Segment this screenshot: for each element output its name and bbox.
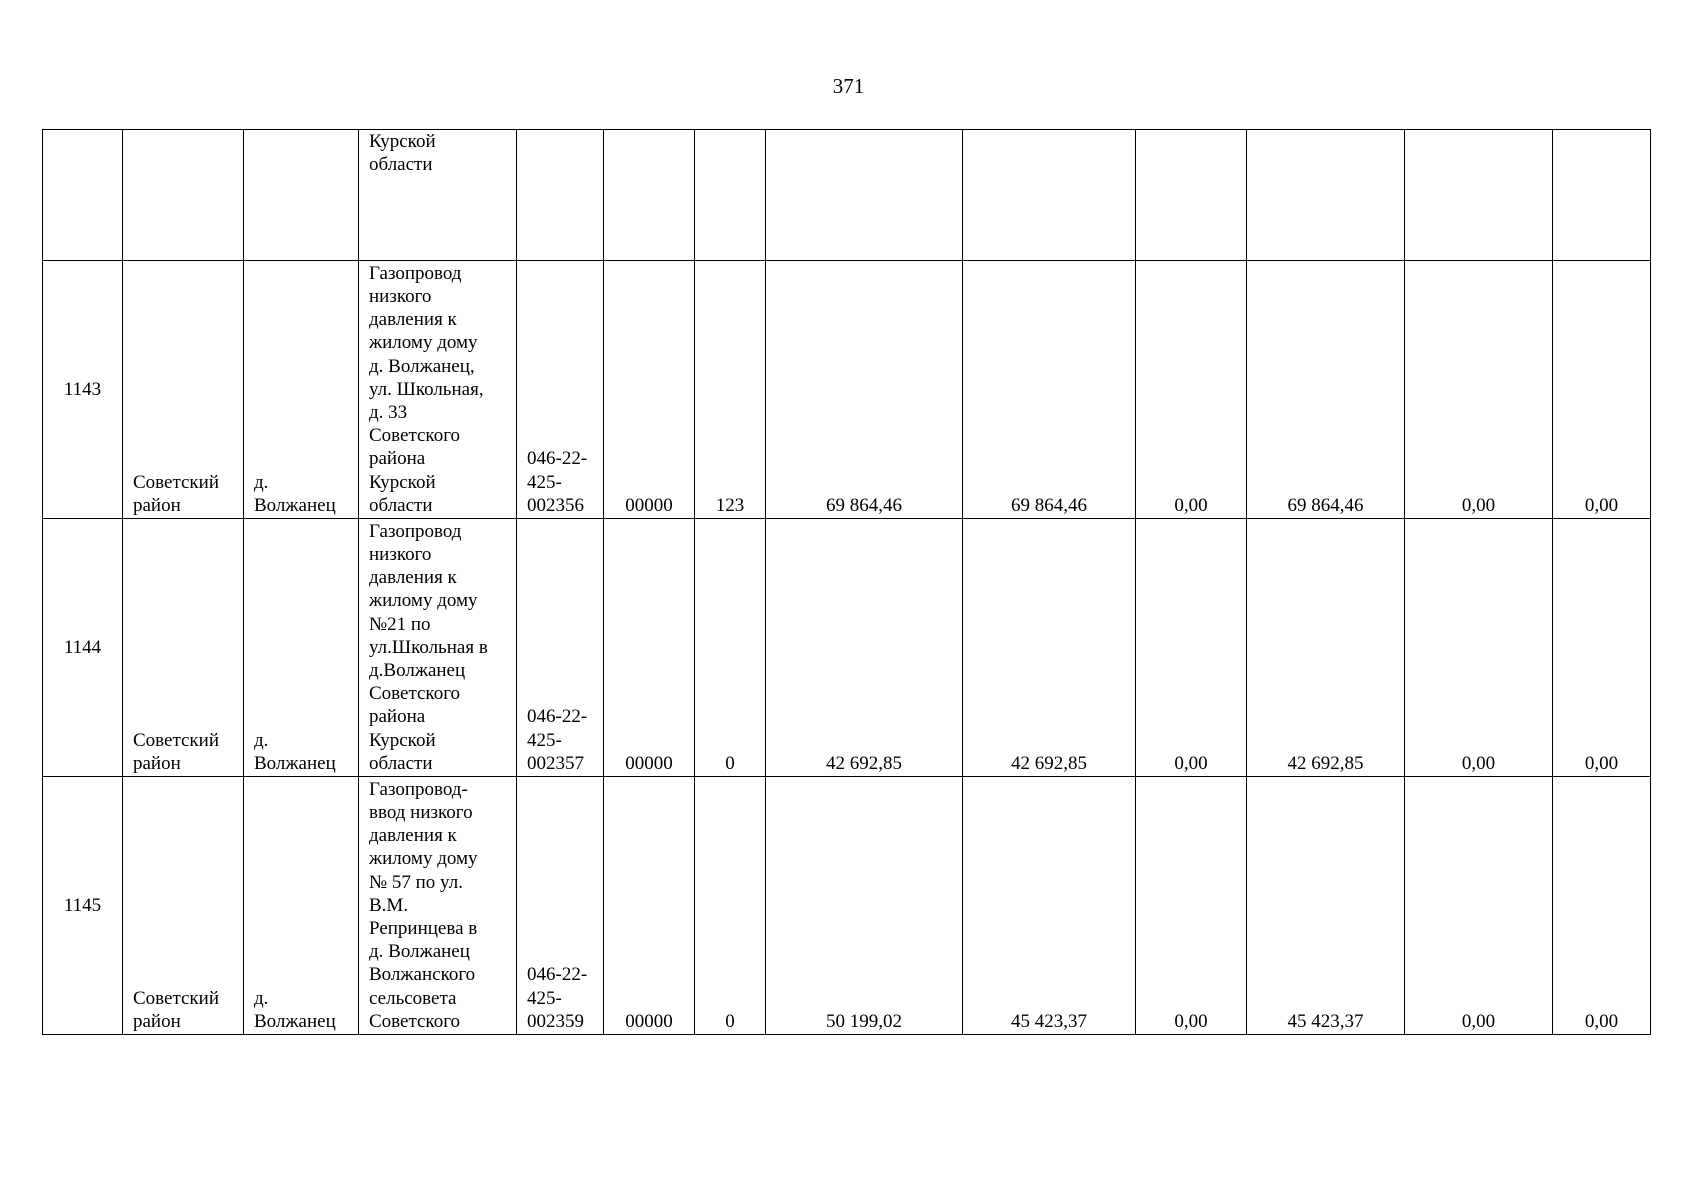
cell-text-line: Советский bbox=[133, 729, 220, 751]
cell-text-line: Газопровод bbox=[369, 520, 462, 542]
cell-text-line: № 57 по ул. bbox=[369, 871, 463, 893]
object-name-cell bbox=[359, 130, 517, 261]
cell-text-line: д. bbox=[254, 471, 269, 493]
table-row bbox=[43, 777, 1651, 1035]
cell-text-line: Советский bbox=[133, 471, 220, 493]
cell-text-line: низкого bbox=[369, 285, 432, 307]
cell-text-line: 046-22- bbox=[527, 706, 588, 728]
cell-text-line: жилому дому bbox=[369, 332, 478, 354]
col6-cell: 00000 bbox=[604, 261, 695, 519]
row-number-cell: 1144 bbox=[43, 519, 123, 777]
cell-text-line: сельсовета bbox=[369, 987, 457, 1009]
object-name-cell bbox=[359, 519, 517, 777]
cell-text-line: Советского bbox=[369, 683, 461, 705]
cell-text-line: Волжанец bbox=[254, 1010, 336, 1032]
cell-text-line: №21 по bbox=[369, 613, 431, 635]
cell-text-line: Курской bbox=[369, 131, 436, 152]
col13-cell bbox=[1553, 130, 1651, 261]
cell-text-line: Курской bbox=[369, 729, 436, 751]
col11-cell: 42 692,85 bbox=[1247, 519, 1405, 777]
locality-cell bbox=[244, 130, 359, 261]
cell-text-line: д. Волжанец bbox=[369, 941, 470, 963]
col10-cell bbox=[1136, 130, 1247, 261]
cadastral-code-cell bbox=[517, 777, 604, 1035]
cell-text-line: ввод низкого bbox=[369, 801, 473, 823]
col6-cell: 00000 bbox=[604, 777, 695, 1035]
cell-text-line: д. bbox=[254, 987, 269, 1009]
cell-text-line: области bbox=[369, 494, 433, 516]
cell-text-line: давления к bbox=[369, 825, 457, 847]
col10-cell: 0,00 bbox=[1136, 777, 1247, 1035]
cell-text-line: района bbox=[369, 706, 426, 728]
cell-text-line: д. 33 bbox=[369, 401, 408, 423]
cell-text-line: д. bbox=[254, 729, 269, 751]
cell-text-line: области bbox=[369, 752, 433, 774]
cell-text-line: Советский bbox=[133, 987, 220, 1009]
cell-text-line: ул.Школьная в bbox=[369, 636, 488, 658]
col7-cell: 0 bbox=[695, 519, 766, 777]
cell-text-line: области bbox=[369, 154, 433, 176]
cell-text-line: Волжанец bbox=[254, 494, 336, 516]
district-cell bbox=[123, 130, 244, 261]
col8-cell: 69 864,46 bbox=[766, 261, 963, 519]
cell-text-line: ул. Школьная, bbox=[369, 378, 484, 400]
cell-text-line: района bbox=[369, 448, 426, 470]
col12-cell: 0,00 bbox=[1405, 519, 1553, 777]
col8-cell: 42 692,85 bbox=[766, 519, 963, 777]
cell-text-line: жилому дому bbox=[369, 848, 478, 870]
cell-text-line: 002359 bbox=[527, 1010, 584, 1032]
table-row bbox=[43, 261, 1651, 519]
cell-text-line: давления к bbox=[369, 567, 457, 589]
col9-cell: 45 423,37 bbox=[963, 777, 1136, 1035]
cell-text-line: 046-22- bbox=[527, 448, 588, 470]
col7-cell: 123 bbox=[695, 261, 766, 519]
cell-text-line: Советского bbox=[369, 1010, 461, 1032]
cell-text-line: район bbox=[133, 494, 181, 516]
col11-cell: 45 423,37 bbox=[1247, 777, 1405, 1035]
col9-cell bbox=[963, 130, 1136, 261]
cell-text-line: давления к bbox=[369, 309, 457, 331]
cell-text-line: Советского bbox=[369, 425, 461, 447]
cell-text-line: 002356 bbox=[527, 494, 584, 516]
cell-text-line: Курской bbox=[369, 471, 436, 493]
cadastral-code-cell bbox=[517, 261, 604, 519]
col9-cell: 42 692,85 bbox=[963, 519, 1136, 777]
row-number-cell: 1143 bbox=[43, 261, 123, 519]
cell-text-line: 425- bbox=[527, 729, 562, 751]
page-number: 371 bbox=[832, 74, 865, 98]
object-name-cell bbox=[359, 777, 517, 1035]
table-row bbox=[43, 519, 1651, 777]
cell-text-line: д. Волжанец, bbox=[369, 355, 475, 377]
col12-cell: 0,00 bbox=[1405, 261, 1553, 519]
col10-cell: 0,00 bbox=[1136, 261, 1247, 519]
row-number-cell bbox=[43, 130, 123, 261]
col7-cell bbox=[695, 130, 766, 261]
district-cell bbox=[123, 777, 244, 1035]
col9-cell: 69 864,46 bbox=[963, 261, 1136, 519]
cadastral-code-cell bbox=[517, 130, 604, 261]
locality-cell bbox=[244, 261, 359, 519]
locality-cell bbox=[244, 519, 359, 777]
cell-text-line: 425- bbox=[527, 987, 562, 1009]
col12-cell bbox=[1405, 130, 1553, 261]
district-cell bbox=[123, 519, 244, 777]
cell-text-line: 425- bbox=[527, 471, 562, 493]
cell-text-line: район bbox=[133, 752, 181, 774]
col6-cell: 00000 bbox=[604, 519, 695, 777]
col6-cell bbox=[604, 130, 695, 261]
registry-table bbox=[42, 129, 1651, 1035]
row-number-cell: 1145 bbox=[43, 777, 123, 1035]
col8-cell bbox=[766, 130, 963, 261]
col8-cell: 50 199,02 bbox=[766, 777, 963, 1035]
cell-text-line: д.Волжанец bbox=[369, 659, 466, 681]
cell-text-line: Волжанского bbox=[369, 964, 476, 986]
col13-cell: 0,00 bbox=[1553, 777, 1651, 1035]
table-row bbox=[43, 130, 1651, 261]
col13-cell: 0,00 bbox=[1553, 261, 1651, 519]
col7-cell: 0 bbox=[695, 777, 766, 1035]
col11-cell bbox=[1247, 130, 1405, 261]
col12-cell: 0,00 bbox=[1405, 777, 1553, 1035]
locality-cell bbox=[244, 777, 359, 1035]
cell-text-line: низкого bbox=[369, 543, 432, 565]
col13-cell: 0,00 bbox=[1553, 519, 1651, 777]
object-name-cell bbox=[359, 261, 517, 519]
col10-cell: 0,00 bbox=[1136, 519, 1247, 777]
cell-text-line: В.М. bbox=[369, 894, 409, 916]
cell-text-line: жилому дому bbox=[369, 590, 478, 612]
cell-text-line: 046-22- bbox=[527, 964, 588, 986]
col11-cell: 69 864,46 bbox=[1247, 261, 1405, 519]
cell-text-line: Газопровод- bbox=[369, 778, 468, 800]
cell-text-line: Газопровод bbox=[369, 262, 462, 284]
cell-text-line: 002357 bbox=[527, 752, 584, 774]
cell-text-line: Волжанец bbox=[254, 752, 336, 774]
district-cell bbox=[123, 261, 244, 519]
cell-text-line: Репринцева в bbox=[369, 917, 478, 939]
cell-text-line: район bbox=[133, 1010, 181, 1032]
cadastral-code-cell bbox=[517, 519, 604, 777]
